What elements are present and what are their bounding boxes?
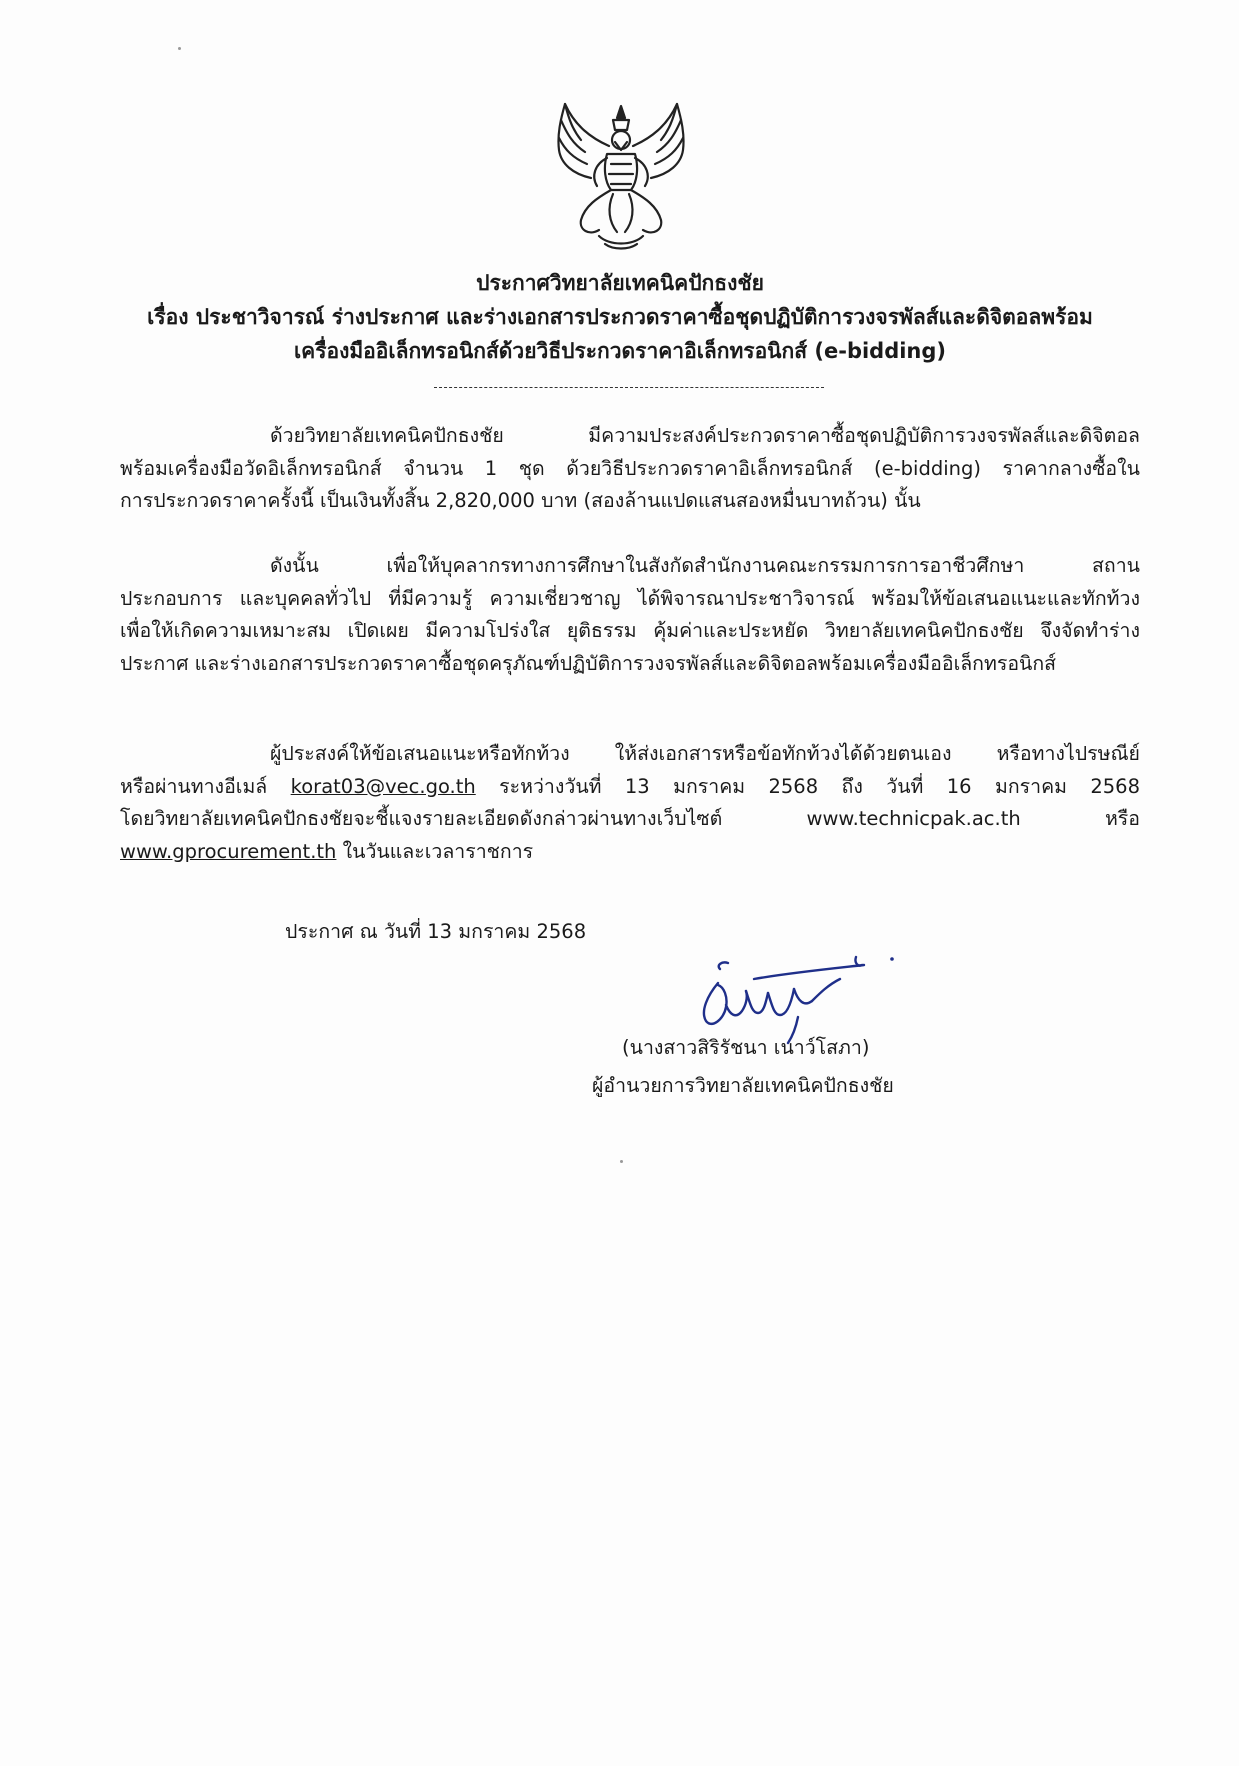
email-link[interactable]: korat03@vec.go.th xyxy=(290,774,476,798)
signer-name: (นางสาวสิริรัชนา เนาว์โสภา) xyxy=(622,1036,870,1059)
paragraph-line: พร้อมเครื่องมือวัดอิเล็กทรอนิกส์ จำนวน 1 ชุด ด้วยวิธีประกวดราคาอิเล็กทรอนิกส์ (e-bidding) ราคากลางซื้อใน xyxy=(120,456,1140,480)
paragraph-line-email xyxy=(120,771,1140,804)
paragraph-line: เพื่อให้เกิดความเหมาะสม เปิดเผย มีความโปร่งใส ยุติธรรม คุ้มค่าและประหยัด วิทยาลัยเทคนิคปักธงชัย จึงจัดทำร่าง xyxy=(120,619,1140,642)
garuda-emblem-icon xyxy=(551,98,691,254)
subject-line-1: เรื่อง ประชาวิจารณ์ ร่างประกาศ และร่างเอกสารประกวดราคาซื้อชุดปฏิบัติการวงจรพัลส์และดิจิตอลพร้อม xyxy=(147,305,1093,329)
paragraph-line: ประกอบการ และบุคคลทั่วไป ที่มีความรู้ ความเชี่ยวชาญ ได้พิจารณาประชาวิจารณ์ พร้อมให้ข้อเสนอแนะและทักท้วง xyxy=(120,586,1140,610)
scan-speck xyxy=(620,1160,623,1163)
paragraph-line: ผู้ประสงค์ให้ข้อเสนอแนะหรือทักท้วง ให้ส่งเอกสารหรือข้อทักท้วงได้ด้วยตนเอง หรือทางไปรษณีย์ xyxy=(270,742,1140,765)
subject-line-2: เครื่องมืออิเล็กทรอนิกส์ด้วยวิธีประกวดราคาอิเล็กทรอนิกส์ (e-bidding) xyxy=(293,339,947,363)
paragraph-line-link xyxy=(120,836,1140,869)
paragraph-line: การประกวดราคาครั้งนี้ เป็นเงินทั้งสิ้น 2,820,000 บาท (สองล้านแปดแสนสองหมื่นบาทถ้วน) นั้น xyxy=(120,489,921,512)
email-prefix: หรือผ่านทางอีเมล์ xyxy=(120,774,291,798)
signer-position: ผู้อำนวยการวิทยาลัยเทคนิคปักธงชัย xyxy=(592,1074,894,1097)
link-suffix: ในวันและเวลาราชการ xyxy=(336,839,534,863)
announcement-header xyxy=(120,266,1120,368)
paragraph-line: ประกาศ และร่างเอกสารประกวดราคาซื้อชุดครุภัณฑ์ปฏิบัติการวงจรพัลส์และดิจิตอลพร้อมเครื่องมืออิเล็กทรอนิกส์ xyxy=(120,651,1057,675)
paragraph-review xyxy=(120,550,1140,680)
paragraph-submission xyxy=(120,738,1140,868)
paragraph-line: ด้วยวิทยาลัยเทคนิคปักธงชัย มีความประสงค์ประกวดราคาซื้อชุดปฏิบัติการวงจรพัลส์และดิจิตอล xyxy=(270,424,1140,447)
email-suffix: ระหว่างวันที่ 13 มกราคม 2568 ถึง วันที่ 16 มกราคม 2568 xyxy=(475,774,1140,798)
organization-title: ประกาศวิทยาลัยเทคนิคปักธงชัย xyxy=(476,271,764,295)
paragraph-line: ดังนั้น เพื่อให้บุคลากรทางการศึกษาในสังกัดสำนักงานคณะกรรมการการอาชีวศึกษา สถาน xyxy=(270,554,1140,577)
paragraph-purpose xyxy=(120,420,1140,518)
announcement-date: ประกาศ ณ วันที่ 13 มกราคม 2568 xyxy=(285,920,587,943)
header-divider xyxy=(434,387,824,388)
paragraph-line: โดยวิทยาลัยเทคนิคปักธงชัยจะชี้แจงรายละเอียดดังกล่าวผ่านทางเว็บไซต์ www.technicpak.ac.th หรือ xyxy=(120,807,1140,830)
scan-speck xyxy=(178,47,181,50)
gprocurement-link[interactable]: www.gprocurement.th xyxy=(120,839,337,863)
